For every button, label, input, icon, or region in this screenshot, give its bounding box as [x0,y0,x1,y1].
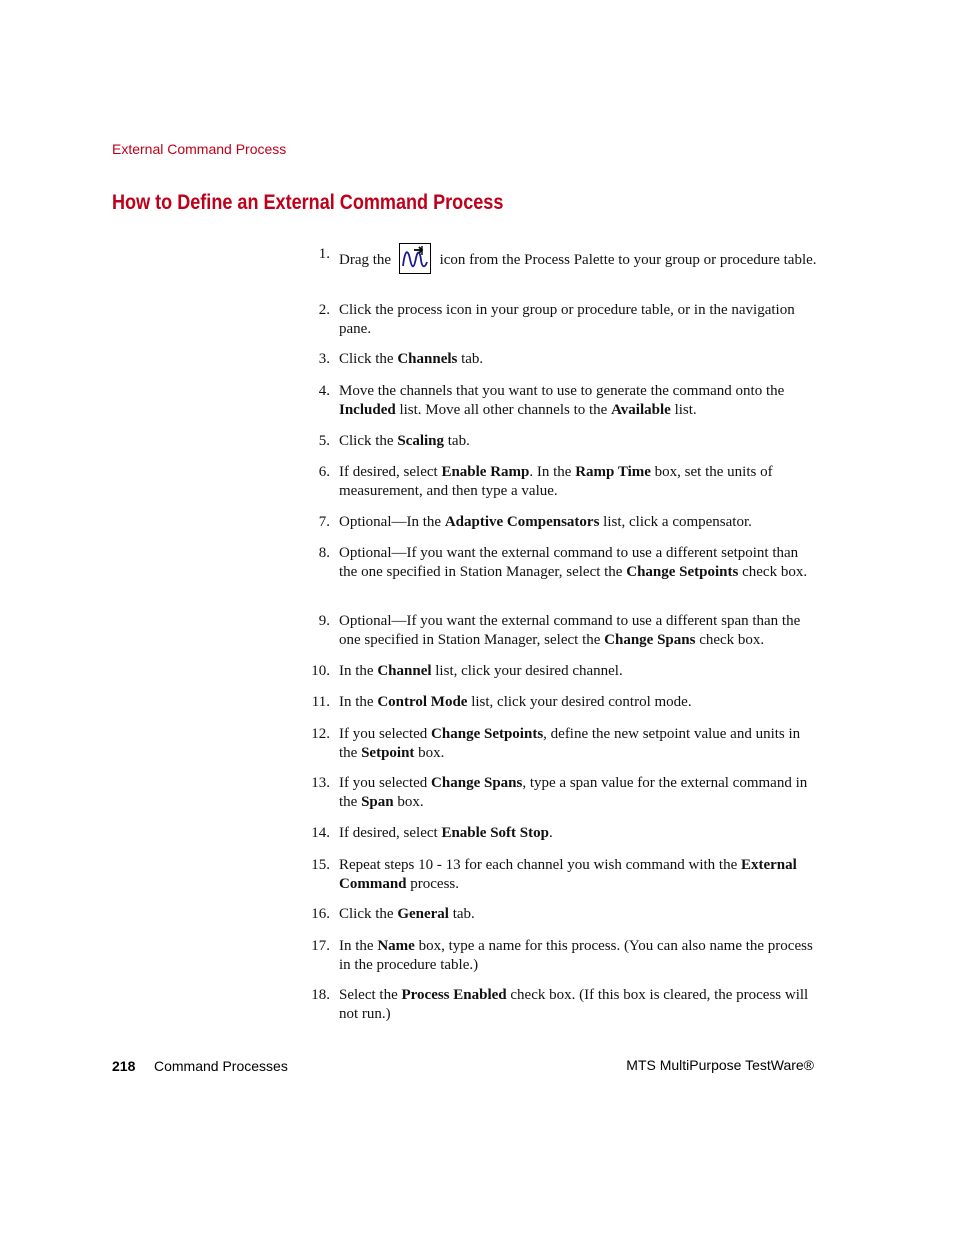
step-text: Drag the icon from the Process Palette to your group or procedure table. [339,245,817,276]
ui-term: Change Spans [604,631,696,648]
step-text: Optional—If you want the external command to use a different span than the one specified in Station Manager, select the Change Spans check box. [339,613,801,648]
step-number: 4. [318,383,330,399]
footer-product-name: MTS MultiPurpose TestWare® [626,1057,814,1073]
step-text: Select the Process Enabled check box. (If this box is cleared, the process will not run.) [339,987,809,1022]
ui-term: Adaptive Compensators [444,514,600,530]
step-text: Click the process icon in your group or procedure table, or in the navigation pane. [339,302,795,337]
step-text: In the Name box, type a name for this process. (You can also name the process in the procedure table.) [339,938,813,973]
footer-section-title: Command Processes [154,1058,288,1074]
step-text: Optional—In the Adaptive Compensators list, click a compensator. [339,514,752,530]
ui-term: Included [339,401,396,418]
step-number: 1. [318,246,330,262]
ui-term: Change Setpoints [431,726,544,742]
ui-term: General [397,906,449,922]
step-number: 11. [311,694,330,710]
step-number: 17. [311,938,330,954]
step-text: Click the General tab. [339,906,475,922]
ui-term: Available [611,401,671,418]
step-number: 12. [311,726,330,742]
ui-term: Control Mode [377,694,468,710]
ui-term: Setpoint [361,744,415,761]
step-number: 9. [318,613,330,629]
step-text: If desired, select Enable Soft Stop. [339,825,553,841]
step-text: Click the Channels tab. [339,351,484,367]
ui-term: Ramp Time [575,464,651,480]
step-number: 10. [311,663,330,679]
ui-term: Enable Soft Stop [441,825,549,841]
step-number: 6. [318,464,330,480]
step-number: 8. [318,545,330,561]
step-text: In the Control Mode list, click your desired control mode. [339,694,692,710]
step-number: 7. [318,514,330,530]
external-command-process-icon [399,243,431,274]
ui-term: Span [361,793,394,810]
ui-term: Change Spans [431,775,523,791]
step-number: 2. [318,302,330,318]
step-number: 5. [318,433,330,449]
step-text: Move the channels that you want to use to generate the command onto the Included list. Move all other channels to the Available list. [339,383,785,418]
page-number: 218 [112,1058,136,1074]
ui-term: Name [377,938,415,954]
step-number: 14. [311,825,330,841]
ui-term: Channel [377,663,432,679]
ui-term: External Command [339,857,797,892]
ui-term: Enable Ramp [441,464,530,480]
ui-term: Scaling [397,433,445,449]
step-text: Click the Scaling tab. [339,433,470,449]
step-text: Optional—If you want the external command to use a different setpoint than the one specified in Station Manager, select the Change Setpoints check box. [339,545,808,580]
step-text: In the Channel list, click your desired channel. [339,663,623,679]
ui-term: Process Enabled [401,987,507,1003]
step-text: Repeat steps 10 - 13 for each channel you wish command with the External Command process. [339,857,797,892]
step-number: 16. [311,906,330,922]
step-number: 13. [311,775,330,791]
running-header: External Command Process [112,141,287,157]
ui-term: Change Setpoints [626,563,739,580]
step-text: If desired, select Enable Ramp. In the Ramp Time box, set the units of measurement, and then type a value. [339,464,773,499]
step-number: 15. [311,857,330,873]
step-text: If you selected Change Setpoints, define the new setpoint value and units in the Setpoint box. [339,726,801,761]
section-title: How to Define an External Command Process [112,191,504,214]
step-number: 18. [311,987,330,1003]
step-number: 3. [318,351,330,367]
step-text: If you selected Change Spans, type a span value for the external command in the Span box. [339,775,808,810]
ui-term: Channels [397,351,458,367]
